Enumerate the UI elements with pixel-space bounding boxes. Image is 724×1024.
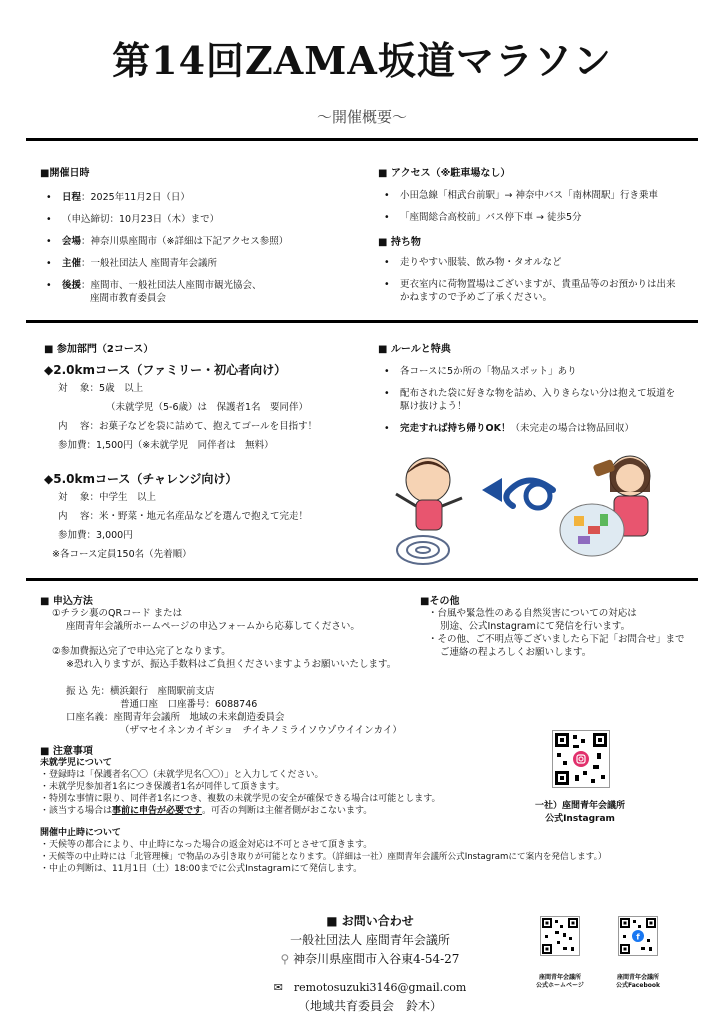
instagram-icon [573, 751, 589, 767]
course-2km-target: 対 象：5歳 以上 [58, 383, 144, 394]
account-holder: 口座名義：座間青年会議所 地域の未来創造委員会 [66, 712, 285, 723]
course-2km-fee: 参加費：1,500円（※未就学児 同伴者は 無料） [58, 440, 274, 451]
contact-org: 一般社団法人 座間青年会議所 [290, 933, 450, 947]
schedule-section [40, 164, 350, 314]
rule-item: • 各コースに5か所の「物品スポット」あり [378, 365, 678, 378]
other-heading: ■その他 [420, 596, 460, 607]
belongings-item: • 走りやすい服装、飲み物・タオルなど [378, 256, 678, 269]
account-holder-kana: （ザマセイネンカイギショ チイキノミライソウゾウイインカイ） [120, 725, 402, 736]
other-line: ご連絡の程よろしくお願いします。 [440, 647, 592, 658]
course-2km-title: ◆2.0kmコース（ファミリー・初心者向け） [44, 363, 287, 377]
application-step2b: ※恐れ入りますが、振込手数料はご負担くださいますようお願いいたします。 [66, 659, 397, 670]
application-heading: ■ 申込方法 [40, 596, 93, 607]
contact-heading: ■ お問い合わせ [326, 914, 414, 928]
other-line: ・その他、ご不明点等ございましたら下記「お問合せ」まで [428, 634, 685, 645]
runners-illustration [378, 440, 678, 570]
organizer-item: • 主催：一般社団法人 座間青年会議所 [40, 257, 350, 270]
support-item: • 後援：座間市、一般社団法人座間市観光協会、 座間市教育委員会 [40, 279, 350, 305]
preschool-heading: 未就学児について [40, 758, 112, 768]
categories-section [44, 340, 364, 561]
preschool-note: ・未就学児参加者1名につき保護者1名が同伴して頂きます。 [40, 782, 285, 792]
access-heading: ■ アクセス（※駐車場なし） [378, 168, 511, 179]
application-step1: ①チラシ裏のQRコード または [52, 608, 183, 619]
bank-info: 振 込 先：横浜銀行 座間駅前支店 [66, 686, 215, 697]
venue-item: • 会場：神奈川県座間市（※詳細は下記アクセス参照） [40, 235, 350, 248]
notes-heading: ■ 注意事項 [40, 746, 93, 757]
application-step1b: 座間青年会議所ホームページの申込フォームから応募してください。 [66, 621, 360, 632]
svg-text:f: f [636, 932, 640, 942]
course-2km-target-note: （未就学児（5-6歳）は 保護者1名 要同伴） [106, 402, 309, 413]
rule-item: • 完走すれば持ち帰りOK！（未完走の場合は物品回収） [378, 422, 678, 435]
preschool-note: ・特別な事情に限り、同伴者1名につき、複数の未就学児の安全が確保できる場合は可能とします。 [40, 794, 441, 804]
cancel-heading: 開催中止時について [40, 828, 121, 838]
bag-kid-illustration [560, 456, 650, 556]
categories-heading: ■ 参加部門（2コース） [44, 344, 154, 355]
course-5km-content: 内 容：米・野菜・地元名産品などを選んで抱えて完走！ [58, 511, 309, 522]
curved-arrow-icon [482, 478, 553, 508]
page-subtitle: ～開催概要～ [316, 108, 407, 126]
belongings-item: • 更衣室内に荷物置場はございますが、貴重品等のお預かりは出来かねますので予めご了承ください。 [378, 278, 678, 304]
other-section [420, 592, 710, 659]
date-item: • 日程：2025年11月2日（日） [40, 191, 350, 204]
facebook-qr-code[interactable] [618, 916, 658, 956]
other-line: ・台風や緊急性のある自然災害についての対応は [428, 608, 637, 619]
homepage-qr-label: 座間青年会議所 公式ホームページ [536, 974, 584, 989]
divider [26, 578, 698, 581]
instagram-label: 公式Instagram [545, 814, 615, 824]
deadline-item: • （申込締切：10月23日（木）まで） [40, 213, 350, 226]
rules-heading: ■ ルールと特典 [378, 344, 451, 355]
capacity-note: ※各コース定員150名（先着順） [52, 549, 192, 560]
access-item: • 小田急線「相武台前駅」→ 神奈中バス「南林間駅」行き乗車 [378, 189, 678, 202]
instagram-qr-code[interactable] [552, 730, 610, 788]
mail-icon: ✉ [273, 981, 283, 994]
course-5km-fee: 参加費：3,000円 [58, 530, 133, 541]
rule-item: • 配布された袋に好きな物を詰め、入りきらない分は抱えて坂道を駆け抜けよう！ [378, 387, 678, 413]
preschool-note: ・該当する場合は事前に申告が必要です。可否の判断は主催者側がおこないます。 [40, 806, 373, 816]
contact-email[interactable]: ✉ remotosuzuki3146@gmail.com [273, 981, 467, 994]
facebook-qr-label: 座間青年会議所 公式Facebook [616, 974, 660, 989]
schedule-heading: ■開催日時 [40, 168, 90, 179]
course-5km-target: 対 象：中学生 以上 [58, 492, 157, 503]
divider [26, 138, 698, 141]
divider [26, 320, 698, 323]
contact-person: （地域共育委員会 鈴木） [297, 999, 442, 1013]
instagram-label: 一社）座間青年会議所 [534, 801, 625, 811]
preschool-note: ・登録時は「保護者名〇〇（未就学児名〇〇）」と入力してください。 [40, 770, 324, 780]
belongings-heading: ■ 持ち物 [378, 237, 421, 248]
application-step2: ②参加費振込完了で申込完了となります。 [52, 646, 231, 657]
application-section [40, 592, 420, 737]
account-info: 普通口座 口座番号：6088746 [120, 699, 258, 710]
contact-address: ⚲ 神奈川県座間市入谷東4-54-27 [280, 952, 460, 966]
contact-section [250, 912, 490, 1014]
course-5km-title: ◆5.0kmコース（チャレンジ向け） [44, 472, 238, 486]
cancel-note: ・中止の判断は、11月1日（土）18:00までに公式Instagramにて発信します。 [40, 864, 363, 874]
course-2km-content: 内 容：お菓子などを袋に詰めて、抱えてゴールを目指す！ [58, 421, 318, 432]
homepage-qr-code[interactable] [540, 916, 580, 956]
location-pin-icon: ⚲ [280, 952, 290, 966]
other-line: 別途、公式Instagramにて発信を行います。 [440, 621, 631, 632]
rules-section [378, 340, 678, 444]
access-item: • 「座間総合高校前」バス停下車 → 徒歩5分 [378, 211, 678, 224]
cancel-note: ・天候等の都合により、中止時になった場合の返金対応は不可とさせて頂きます。 [40, 840, 373, 850]
access-section [378, 164, 678, 313]
page-title: 第14回ZAMA坂道マラソン [112, 38, 612, 83]
running-kid-illustration [396, 458, 462, 564]
cancel-note: ・天候等の中止時には「北管理棟」で物品のみ引き取りが可能となります。（詳細は一社）座間青年会議所公式Instagramにて案内を発信します。） [40, 852, 607, 862]
